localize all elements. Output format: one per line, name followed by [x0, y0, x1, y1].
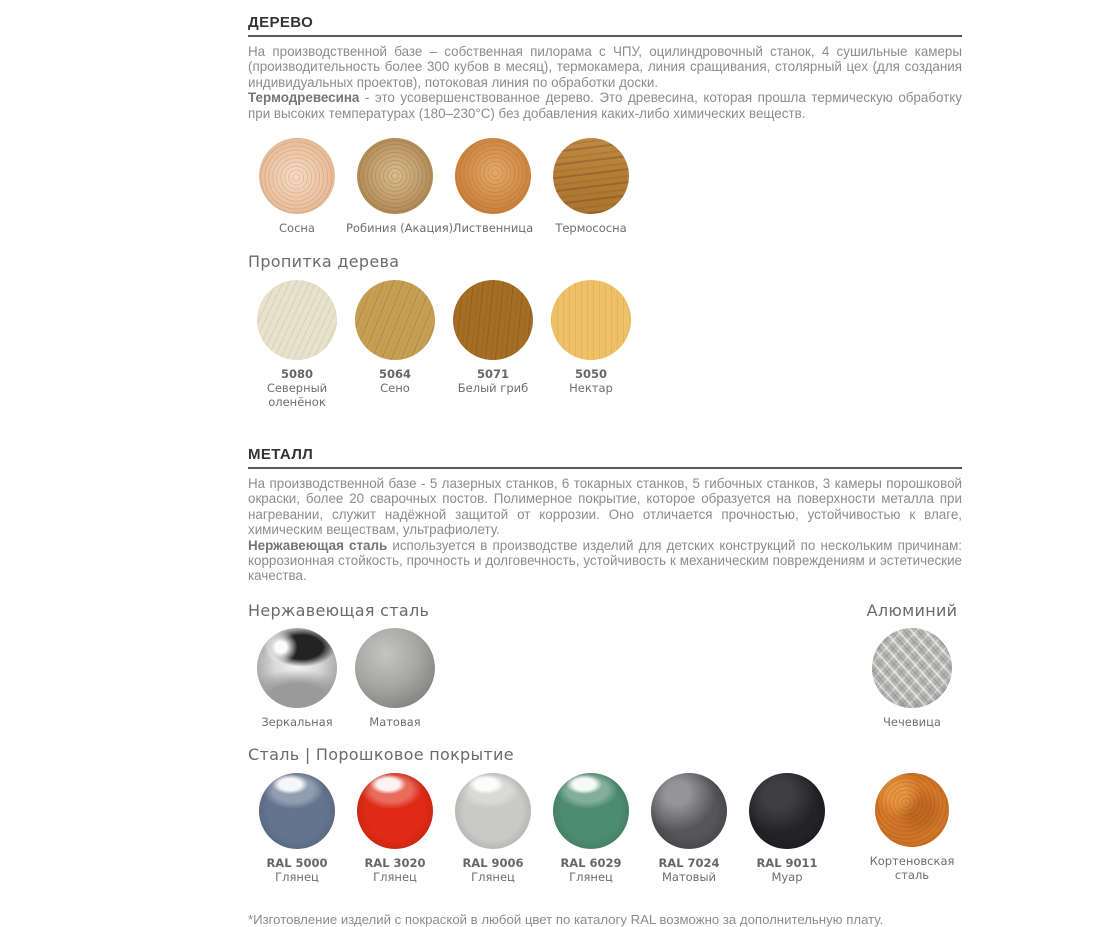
aluminum-row: [862, 628, 962, 729]
wood-swatch-label: Термососна: [555, 221, 627, 236]
ral-code: RAL 6029: [560, 855, 622, 870]
wood-swatch-robinia: [346, 138, 454, 236]
page-content: [248, 0, 962, 927]
ral-finish: Муар: [771, 869, 803, 884]
ral-finish: Глянец: [373, 869, 417, 884]
ral-swatch-9006: [444, 773, 542, 884]
metal-paragraph-2-text: используется в производстве изделий для детских конструкций по нескольким причинам: коррозионная стойкость, прочность и долговечность, устойчивость к механическим повреждениям и эстетические качества.: [248, 537, 963, 584]
stainless-aluminum-block: [248, 601, 962, 729]
ral-color-ball-image: [749, 773, 825, 849]
impregnation-title: Пропитка дерева: [248, 252, 400, 272]
mirror-steel-ball-image: [257, 628, 337, 708]
powder-coating-title: Сталь | Порошковое покрытие: [248, 744, 514, 764]
wood-section-divider: [248, 35, 962, 37]
larch-cross-section-image: [455, 138, 531, 214]
ral-finish: Глянец: [275, 869, 319, 884]
ral-code: RAL 9006: [462, 855, 524, 870]
powder-coating-row: [248, 773, 962, 884]
ral-finish: Глянец: [569, 869, 613, 884]
ral-color-ball-image: [259, 773, 335, 849]
checker-plate-image: [872, 628, 952, 708]
metal-section: [248, 432, 962, 927]
wood-swatch-label: Робиния (Акация): [346, 221, 454, 236]
ral-swatch-7024: [640, 773, 738, 884]
ral-color-ball-image: [455, 773, 531, 849]
metal-paragraph-2-lead: Нержавеющая сталь: [248, 537, 388, 553]
wood-swatch-larch: [444, 138, 542, 235]
ral-finish: Глянец: [471, 869, 515, 884]
wood-paragraph-2: [248, 90, 962, 121]
stainless-label: Зеркальная: [261, 714, 333, 729]
impregnation-row: [248, 280, 962, 409]
ral-color-ball-image: [553, 773, 629, 849]
corten-steel-swatch: [862, 773, 962, 882]
impregnation-name: Сено: [380, 381, 410, 396]
ral-swatch-6029: [542, 773, 640, 884]
wood-swatch-thermopine: [542, 138, 640, 235]
wood-paragraph-2-lead: Термодревесина: [248, 90, 360, 106]
aluminum-swatch-lentil: [862, 628, 962, 729]
metal-paragraph-1: На производственной базе - 5 лазерных станков, 6 токарных станков, 5 гибочных станков, 3 камеры порошковой окраски, более 20 сварочных постов. Полимерное покрытие, которое образуется на поверхности металла при нагревании, служит надёжной защитой от коррозии. Оно отличается прочностью, устойчивостью к влаге, химическим веществам, ультрафиолету.: [248, 476, 962, 538]
metal-paragraph-2: [248, 538, 962, 584]
pine-cross-section-image: [259, 138, 335, 214]
matte-steel-ball-image: [355, 628, 435, 708]
stainless-row: [248, 628, 444, 729]
stainless-steel-group: [248, 601, 444, 729]
ral-swatch-5000: [248, 773, 346, 884]
ral-color-ball-image: [651, 773, 727, 849]
ral-code: RAL 9011: [756, 855, 818, 870]
metal-section-title: МЕТАЛЛ: [248, 446, 314, 464]
impregnation-code: 5050: [574, 367, 607, 382]
stainless-label: Матовая: [369, 714, 421, 729]
impregnation-name: Белый гриб: [457, 381, 529, 396]
footer-note: *Изготовление изделий с покраской в любой цвет по каталогу RAL возможно за дополнительную плату.: [248, 911, 884, 927]
aluminum-title: Алюминий: [866, 600, 958, 620]
impregnation-code: 5064: [378, 367, 411, 382]
impregnation-color-image: [453, 280, 533, 360]
impregnation-swatch-5064: [346, 280, 444, 395]
ral-code: RAL 7024: [658, 855, 720, 870]
stainless-swatch-matte: [346, 628, 444, 729]
impregnation-name: Нектар: [569, 381, 613, 396]
impregnation-color-image: [551, 280, 631, 360]
ral-swatch-3020: [346, 773, 444, 884]
corten-steel-label: Кортеновская сталь: [869, 853, 955, 882]
ral-finish: Матовый: [661, 869, 717, 884]
impregnation-swatch-5050: [542, 280, 640, 395]
robinia-cross-section-image: [357, 138, 433, 214]
ral-code: RAL 3020: [364, 855, 426, 870]
ral-swatch-9011: [738, 773, 836, 884]
aluminum-label: Чечевица: [883, 714, 941, 729]
wood-paragraph-1: На производственной базе – собственная пилорама с ЧПУ, оцилиндровочный станок, 4 сушильные камеры (производительность более 300 кубов в месяц), термокамера, линия сращивания, столярный цех (для создания индивидуальных проектов), потоковая линия по обработки доски.: [248, 44, 962, 90]
impregnation-swatch-5071: [444, 280, 542, 395]
wood-swatch-label: Сосна: [279, 221, 315, 236]
impregnation-code: 5080: [280, 367, 313, 382]
impregnation-color-image: [355, 280, 435, 360]
impregnation-color-image: [257, 280, 337, 360]
aluminum-group: [862, 601, 962, 729]
stainless-swatch-mirror: [248, 628, 346, 729]
wood-section-title: ДЕРЕВО: [248, 14, 314, 31]
powder-coating-group: [248, 745, 962, 884]
corten-steel-image: [875, 773, 949, 847]
wood-species-row: [248, 138, 962, 235]
wood-swatch-pine: [248, 138, 346, 235]
metal-section-divider: [248, 467, 962, 469]
thermopine-grain-image: [553, 138, 629, 214]
stainless-title: Нержавеющая сталь: [248, 600, 430, 620]
impregnation-code: 5071: [476, 367, 509, 382]
ral-color-ball-image: [357, 773, 433, 849]
impregnation-name: Северный оленёнок: [266, 381, 328, 410]
wood-swatch-label: Лиственница: [452, 221, 534, 236]
ral-code: RAL 5000: [266, 855, 328, 870]
wood-paragraph-2-text: - это усовершенствованное дерево. Это древесина, которая прошла термическую обработку при высоких температурах (180–230°C) без добавления каких-либо химических веществ.: [248, 90, 962, 121]
wood-section: [248, 0, 962, 409]
impregnation-swatch-5080: [248, 280, 346, 409]
